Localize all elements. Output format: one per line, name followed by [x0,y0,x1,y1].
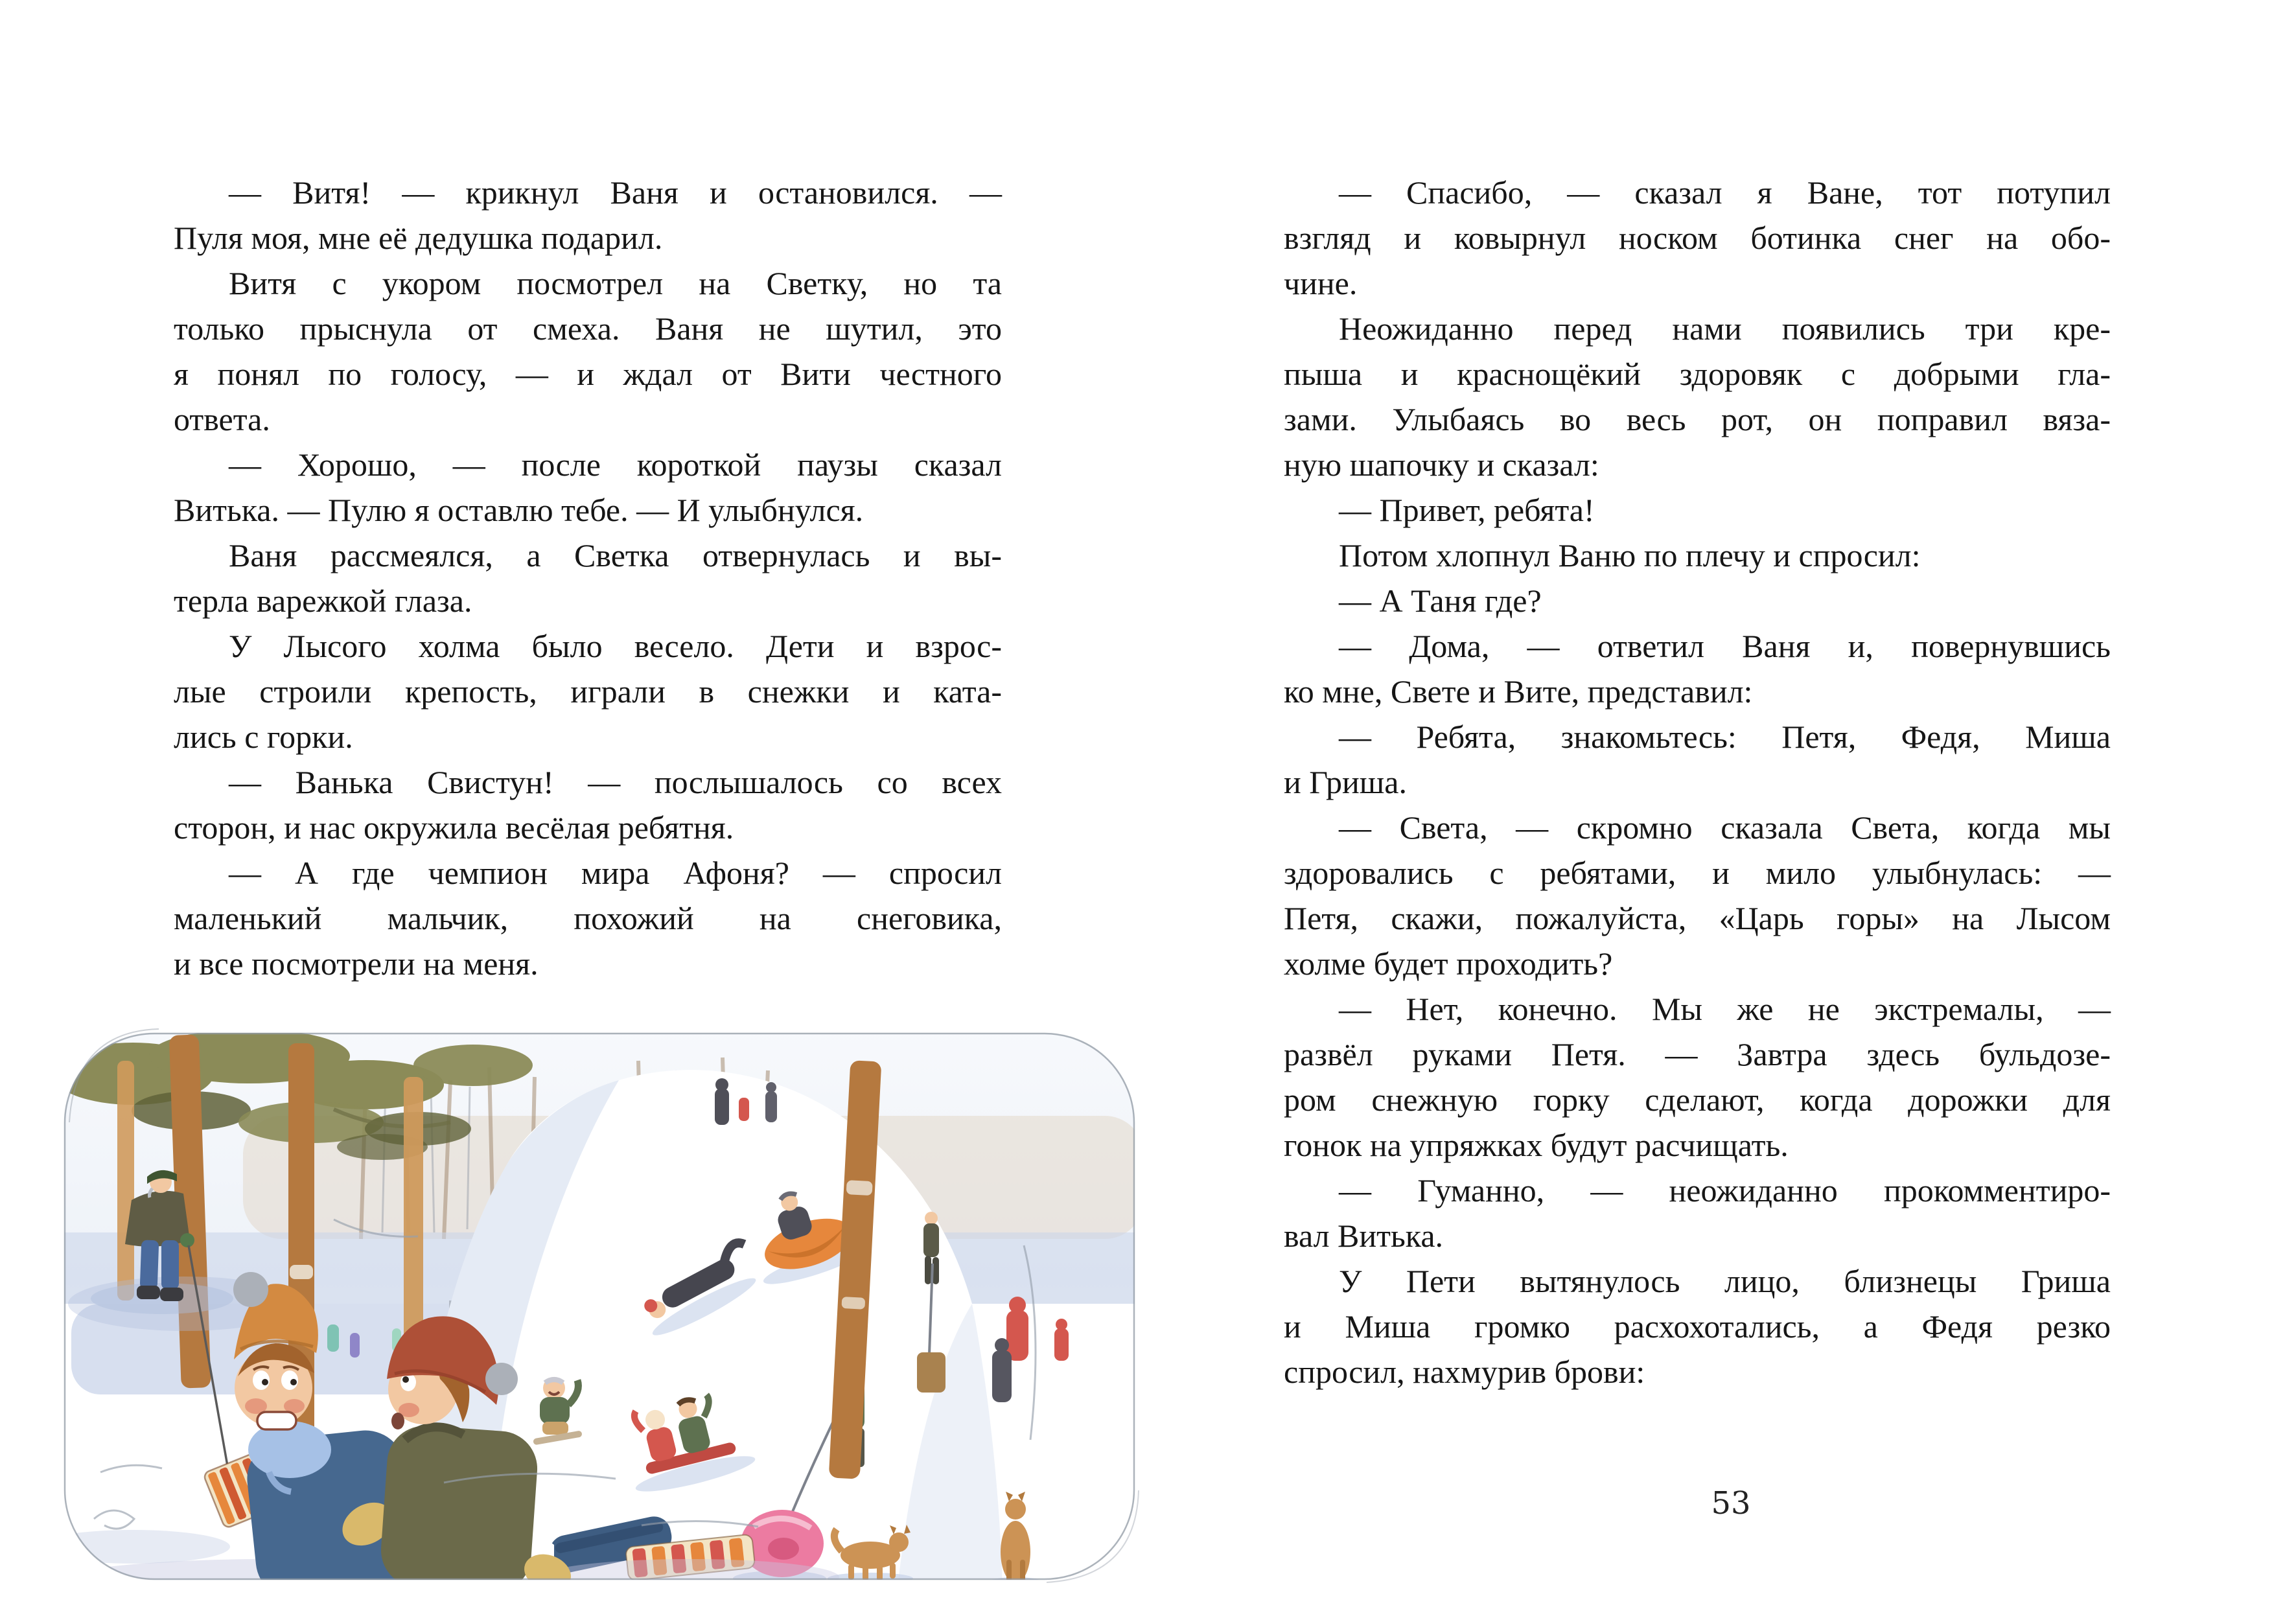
text-line: развёл руками Петя. — Завтра здесь бульдозе- [1284,1036,2111,1072]
text-line: терла варежкой глаза. [174,583,472,619]
text-line: здоровались с ребятами, и мило улыбнулась: — [1284,855,2111,891]
text-line: ответа. [174,401,270,437]
book-right-page [1148,0,2296,1607]
text-line: ную шапочку и сказал: [1284,446,1599,483]
text-line: — Нет, конечно. Мы же не экстремалы, — [1339,991,2111,1027]
text-line: спросил, нахмурив брови: [1284,1354,1645,1390]
text-line: — Ребята, знакомьтесь: Петя, Федя, Миша [1339,719,2111,755]
text-line: — А где чемпион мира Афоня? — спросил [229,855,1002,891]
text-line: Витя с укором посмотрел на Светку, но та [229,265,1002,301]
text-line: гонок на упряжках будут расчищать. [1284,1127,1789,1163]
text-line: Пуля моя, мне её дедушка подарил. [174,220,663,256]
text-line: я понял по голосу, — и ждал от Вити честного [174,356,1002,392]
text-line: Витька. — Пулю я оставлю тебе. — И улыбнулся. [174,492,864,528]
text-line: У Лысого холма было весело. Дети и взрос- [229,628,1002,664]
text-line: — Витя! — крикнул Ваня и остановился. — [229,174,1002,211]
left-page-text-column [174,170,1002,986]
text-line: Потом хлопнул Ваню по плечу и спросил: [1339,537,1921,573]
text-line: Неожиданно перед нами появились три кре- [1339,310,2111,347]
text-line: — Ванька Свистун! — послышалось со всех [229,764,1002,800]
text-line: — Хорошо, — после короткой паузы сказал [229,446,1002,483]
text-line: только прыснула от смеха. Ваня не шутил, это [174,310,1002,347]
text-line: У Пети вытянулось лицо, близнецы Гриша [1339,1263,2111,1299]
text-line: — Гуманно, — неожиданно прокомментиро- [1339,1172,2111,1208]
text-line: взгляд и ковырнул носком ботинка снег на обо- [1284,220,2111,256]
text-line: лись с горки. [174,719,353,755]
text-line: — Привет, ребята! [1339,492,1595,528]
text-line: — Спасибо, — сказал я Ване, тот потупил [1339,174,2111,211]
text-line: пыша и краснощёкий здоровяк с добрыми гла- [1284,356,2111,392]
winter-sledding-illustration [55,1025,1144,1589]
text-line: вал Витька. [1284,1218,1444,1254]
text-line: ром снежную горку сделают, когда дорожки для [1284,1081,2111,1118]
text-line: холме будет проходить? [1284,945,1613,982]
text-line: чине. [1284,265,1358,301]
text-line: и Миша громко расхохотались, а Федя резко [1284,1308,2111,1345]
illustration-svg [55,1025,1144,1589]
text-line: маленький мальчик, похожий на снеговика, [174,900,1002,936]
page-number: 53 [1711,1485,1751,1521]
text-line: — Дома, — ответил Ваня и, повернувшись [1339,628,2111,664]
text-line: и все посмотрели на меня. [174,945,539,982]
right-page-text-column [1284,170,2111,1394]
text-line: — Света, — скромно сказала Света, когда мы [1339,809,2111,846]
text-line: — А Таня где? [1339,583,1542,619]
text-line: Ваня рассмеялся, а Светка отвернулась и вы- [229,537,1002,573]
text-line: Петя, скажи, пожалуйста, «Царь горы» на Лысом [1284,900,2111,936]
text-line: и Гриша. [1284,764,1407,800]
text-line: зами. Улыбаясь во весь рот, он поправил вяза- [1284,401,2111,437]
text-line: сторон, и нас окружила весёлая ребятня. [174,809,734,846]
text-line: ко мне, Свете и Вите, представил: [1284,673,1753,710]
text-line: лые строили крепость, играли в снежки и ката- [174,673,1002,710]
